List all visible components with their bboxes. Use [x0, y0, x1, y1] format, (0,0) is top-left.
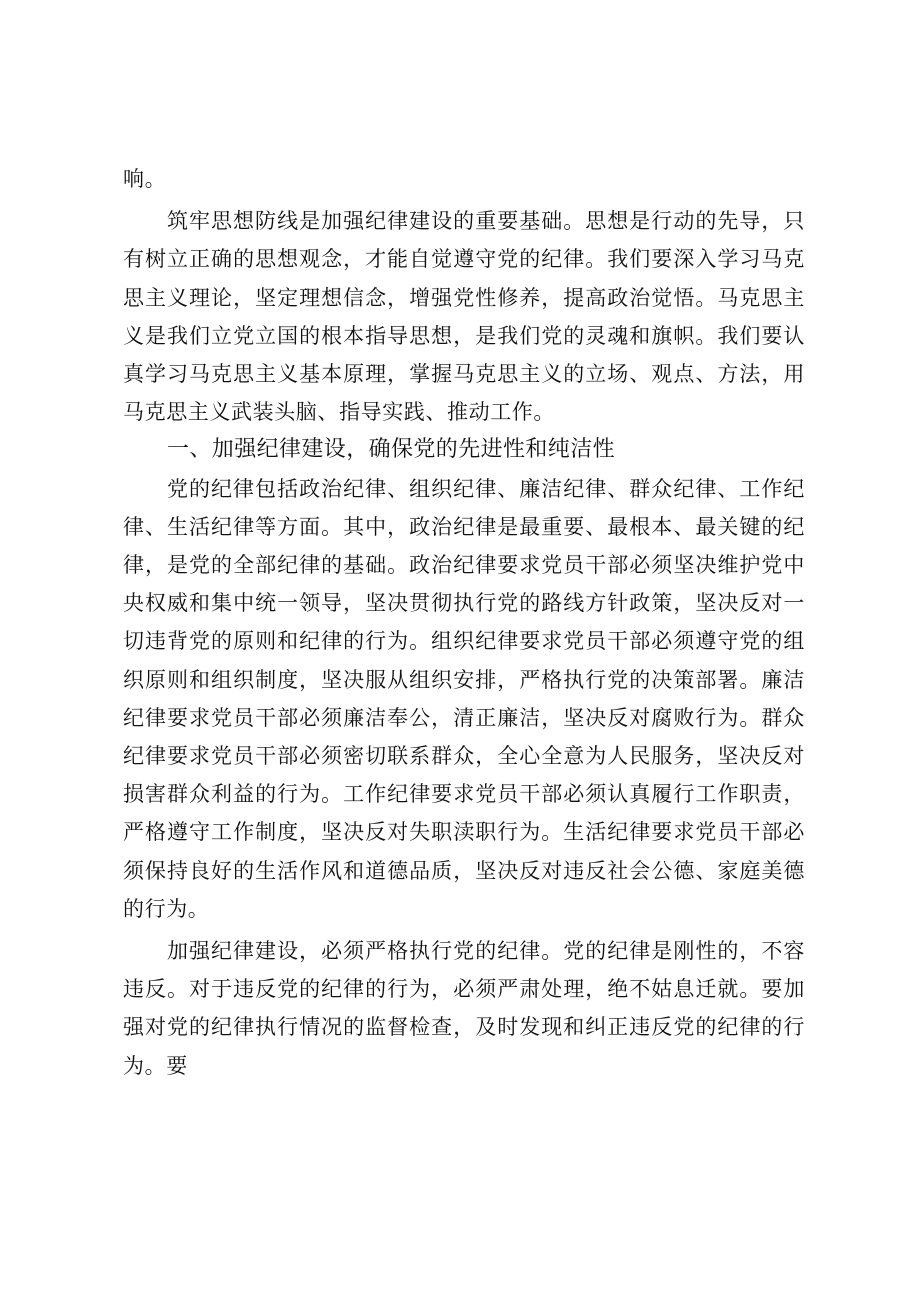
body-paragraph: 党的纪律包括政治纪律、组织纪律、廉洁纪律、群众纪律、工作纪律、生活纪律等方面。其中，政治纪律是最重要、最根本、最关键的纪律，是党的全部纪律的基础。政治纪律要求党员干部必须坚决维护党中央权威和集中统一领导，坚决贯彻执行党的路线方针政策，坚决反对一切违背党的原则和纪律的行为。组织纪律要求党员干部必须遵守党的组织原则和组织制度，坚决服从组织安排，严格执行党的决策部署。廉洁纪律要求党员干部必须廉洁奉公，清正廉洁，坚决反对腐败行为。群众纪律要求党员干部必须密切联系群众，全心全意为人民服务，坚决反对损害群众利益的行为。工作纪律要求党员干部必须认真履行工作职责，严格遵守工作制度，坚决反对失职渎职行为。生活纪律要求党员干部必须保持良好的生活作风和道德品质，坚决反对违反社会公德、家庭美德的行为。 [123, 476, 805, 921]
body-paragraph: 加强纪律建设，必须严格执行党的纪律。党的纪律是刚性的，不容违反。对于违反党的纪律的行为，必须严肃处理，绝不姑息迁就。要加强对党的纪律执行情况的监督检查，及时发现和纠正违反党的纪律的行为。要 [123, 939, 805, 1078]
continuation-paragraph: 响。 [123, 167, 167, 191]
body-paragraph: 筑牢思想防线是加强纪律建设的重要基础。思想是行动的先导，只有树立正确的思想观念，才能自觉遵守党的纪律。我们要深入学习马克思主义理论，坚定理想信念，增强党性修养，提高政治觉悟。马克思主义是我们立党立国的根本指导思想，是我们党的灵魂和旗帜。我们要认真学习马克思主义基本原理，掌握马克思主义的立场、观点、方法，用马克思主义武装头脑、指导实践、推动工作。 [123, 209, 805, 425]
section-heading: 一、加强纪律建设，确保党的先进性和纯洁性 [167, 437, 616, 463]
document-page [123, 160, 805, 1085]
